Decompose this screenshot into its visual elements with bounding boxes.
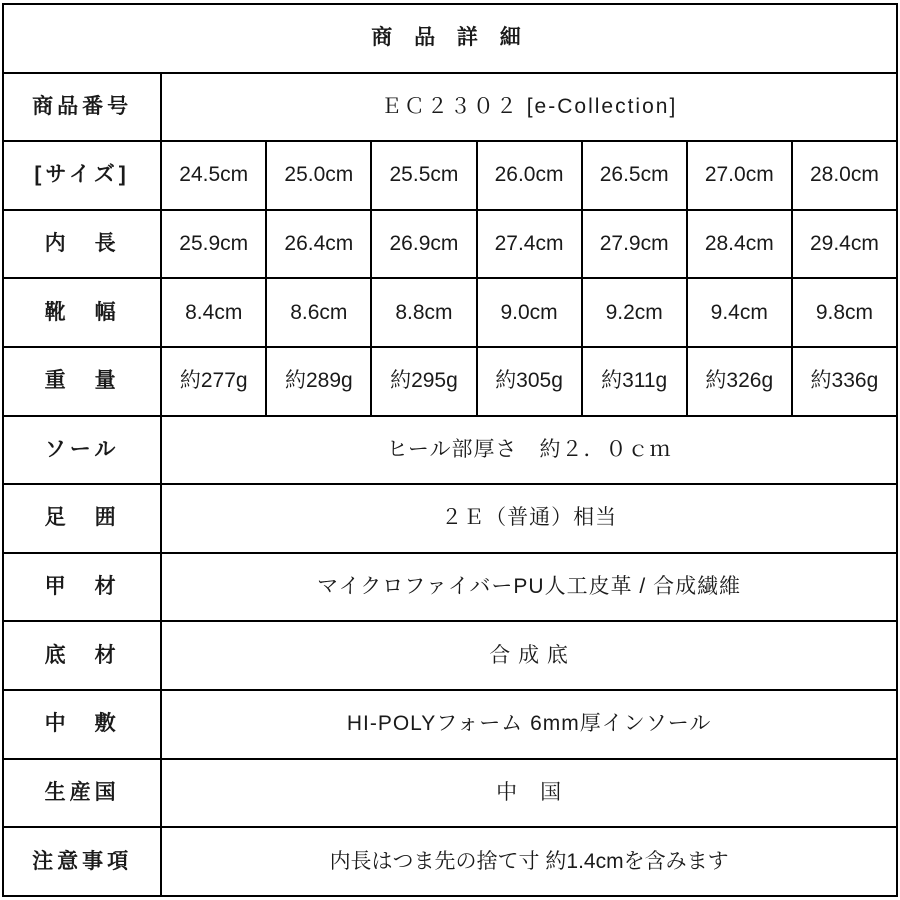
- table-row-size: [3, 141, 897, 210]
- shoe-width-cell: 9.4cm: [687, 278, 792, 347]
- row-value-notes: 内長はつま先の捨て寸 約1.4cmを含みます: [161, 827, 897, 896]
- table-row-inner-length: [3, 210, 897, 279]
- row-value-outsole-material: 合 成 底: [161, 621, 897, 690]
- weight-cell: 約277g: [161, 347, 266, 416]
- shoe-width-cell: 8.4cm: [161, 278, 266, 347]
- size-cell: 25.0cm: [266, 141, 371, 210]
- table-row-product-number: [3, 73, 897, 142]
- weight-cell: 約289g: [266, 347, 371, 416]
- shoe-width-cell: 9.2cm: [582, 278, 687, 347]
- size-cell: 27.0cm: [687, 141, 792, 210]
- size-cell: 28.0cm: [792, 141, 897, 210]
- table-row-country: [3, 759, 897, 828]
- weight-cell: 約305g: [477, 347, 582, 416]
- shoe-width-cell: 9.0cm: [477, 278, 582, 347]
- inner-length-cell: 27.4cm: [477, 210, 582, 279]
- row-value-upper-material: マイクロファイバーPU人工皮革 / 合成繊維: [161, 553, 897, 622]
- product-spec-table: [2, 3, 898, 897]
- row-label-country: 生産国: [3, 759, 161, 828]
- weight-cell: 約295g: [371, 347, 476, 416]
- size-cell: 26.5cm: [582, 141, 687, 210]
- inner-length-cell: 26.9cm: [371, 210, 476, 279]
- table-row-title: [3, 4, 897, 73]
- size-cell: 26.0cm: [477, 141, 582, 210]
- row-value-insole: HI-POLYフォーム 6mm厚インソール: [161, 690, 897, 759]
- row-label-foot-girth: 足 囲: [3, 484, 161, 553]
- row-label-product-number: 商品番号: [3, 73, 161, 142]
- row-value-product-number: ＥＣ２３０２ [e-Collection]: [161, 73, 897, 142]
- row-label-shoe-width: 靴 幅: [3, 278, 161, 347]
- row-label-inner-length: 内 長: [3, 210, 161, 279]
- shoe-width-cell: 8.8cm: [371, 278, 476, 347]
- inner-length-cell: 28.4cm: [687, 210, 792, 279]
- row-label-upper-material: 甲 材: [3, 553, 161, 622]
- inner-length-cell: 29.4cm: [792, 210, 897, 279]
- row-label-insole: 中 敷: [3, 690, 161, 759]
- size-cell: 24.5cm: [161, 141, 266, 210]
- row-value-country: 中 国: [161, 759, 897, 828]
- weight-cell: 約336g: [792, 347, 897, 416]
- size-cell: 25.5cm: [371, 141, 476, 210]
- table-row-insole: [3, 690, 897, 759]
- shoe-width-cell: 9.8cm: [792, 278, 897, 347]
- row-value-foot-girth: ２Ｅ（普通）相当: [161, 484, 897, 553]
- row-value-sole: ヒール部厚さ 約２．０ｃｍ: [161, 416, 897, 485]
- row-label-notes: 注意事項: [3, 827, 161, 896]
- row-label-size: [サイズ]: [3, 141, 161, 210]
- table-row-foot-girth: [3, 484, 897, 553]
- shoe-width-cell: 8.6cm: [266, 278, 371, 347]
- row-label-sole: ソール: [3, 416, 161, 485]
- inner-length-cell: 25.9cm: [161, 210, 266, 279]
- inner-length-cell: 26.4cm: [266, 210, 371, 279]
- table-row-weight: [3, 347, 897, 416]
- table-row-sole: [3, 416, 897, 485]
- weight-cell: 約311g: [582, 347, 687, 416]
- table-row-upper-material: [3, 553, 897, 622]
- row-label-outsole-material: 底 材: [3, 621, 161, 690]
- page-title: 商 品 詳 細: [3, 4, 897, 73]
- weight-cell: 約326g: [687, 347, 792, 416]
- table-row-notes: [3, 827, 897, 896]
- table-row-outsole-material: [3, 621, 897, 690]
- inner-length-cell: 27.9cm: [582, 210, 687, 279]
- table-row-shoe-width: [3, 278, 897, 347]
- row-label-weight: 重 量: [3, 347, 161, 416]
